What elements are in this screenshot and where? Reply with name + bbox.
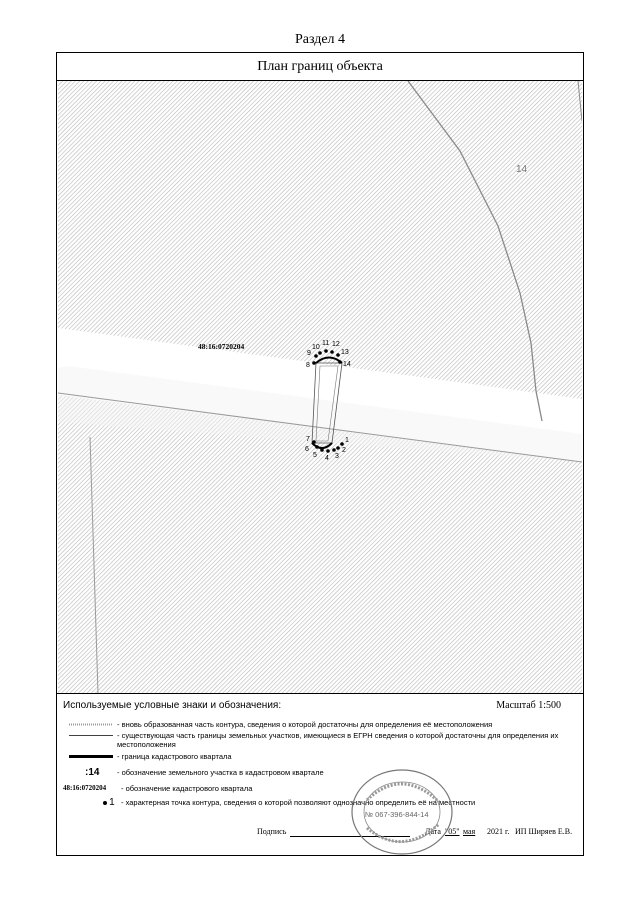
existing-boundary-line-icon [63,731,117,740]
point-symbol-number: 1 [109,797,115,808]
point-marker [332,448,336,452]
legend-title: Используемые условные знаки и обозначения: [63,700,282,711]
point-label: 14 [343,361,351,368]
date-label: Дата [425,827,441,836]
point-marker [320,448,324,452]
point-label: 5 [313,452,317,459]
point-label: 10 [312,344,320,351]
legend-item-text: - обозначение кадастрового квартала [121,784,253,793]
date-year: 2021 г. [487,827,510,836]
legend-item-text: - граница кадастрового квартала [117,752,232,761]
legend-item-text: - вновь образованная часть контура, сведения о которой достаточны для определения её местоположения [117,720,493,729]
legend-item-text: - обозначение земельного участка в кадастровом квартале [117,768,324,777]
point-marker [336,353,340,357]
point-label: 1 [345,437,349,444]
parcel-label-symbol: :14 [85,767,100,778]
point-label: 12 [332,341,340,348]
point-dot-icon [103,801,107,805]
legend-item-text: - существующая часть границы земельных участков, имеющиеся в ЕГРН сведения о которой достаточны для определения их местоположения [117,731,559,749]
author-name: ИП Ширяев Е.В. [515,827,573,836]
section-title: Раздел 4 [294,32,346,47]
date-day: "05" [445,827,460,836]
point-marker [326,449,330,453]
quarter-label: 48:16:0720204 [198,342,245,351]
point-label: 11 [322,340,330,347]
point-symbol [103,798,117,807]
point-label: 3 [335,453,339,460]
stamp-number: № 067-396-844-14 [365,810,429,819]
point-marker [315,445,319,449]
point-label: 7 [306,436,310,443]
legend-item-text: - характерная точка контура, сведения о которой позволяют однозначно определить её на местности [121,798,476,807]
point-label: 9 [307,350,311,357]
point-label: 13 [341,349,349,356]
point-marker [324,349,328,353]
scale-label: Масштаб 1:500 [496,700,561,711]
point-marker [340,442,344,446]
point-label: 6 [305,446,309,453]
surveyor-stamp-seal [347,762,457,862]
signature-label: Подпись [257,827,287,836]
legend [57,693,583,856]
point-marker [330,350,334,354]
point-label: 8 [306,362,310,369]
plan-title: План границ объекта [57,53,583,81]
date-month: мая [463,827,476,836]
point-marker [314,354,318,358]
point-marker [338,360,342,364]
point-label: 2 [342,447,346,454]
point-label: 4 [325,455,329,462]
new-contour-line-icon [63,720,117,729]
map-area [58,81,582,741]
point-marker [336,446,340,450]
point-marker [318,351,322,355]
quarter-boundary-line-icon [63,752,117,761]
parcel-label: 14 [516,164,528,175]
point-marker [312,440,316,444]
plan-frame [56,52,584,856]
point-marker [312,361,316,365]
boundary-plan-map [58,81,582,693]
quarter-label-symbol: 48:16:0720204 [63,784,107,792]
